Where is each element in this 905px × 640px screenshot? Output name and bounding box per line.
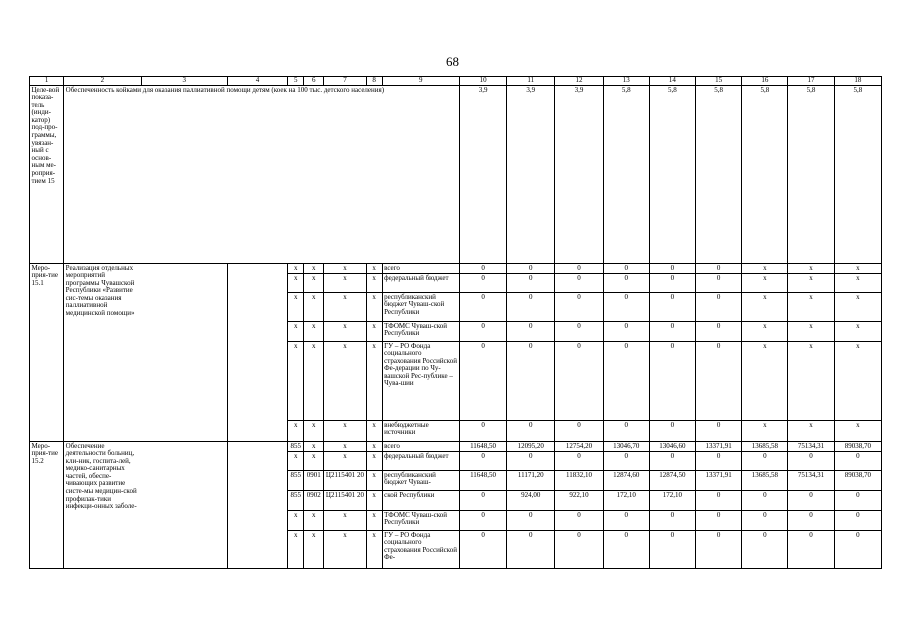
col-header: 10	[459, 77, 506, 86]
indicator-text: Обеспеченность койками для оказания паллиативной помощи детям (коек на 100 тыс. детского населения)	[64, 86, 460, 264]
code-cell: x	[304, 511, 324, 531]
value-cell: x	[742, 264, 788, 274]
code-cell: x	[366, 531, 382, 569]
col-header: 13	[603, 77, 649, 86]
value-cell: 0	[603, 274, 649, 293]
value-cell: 172,10	[649, 491, 695, 511]
measure-responsible	[141, 442, 227, 569]
code-cell: x	[288, 293, 304, 322]
value-cell: 0	[649, 322, 695, 342]
value-cell: 13685,58	[742, 442, 788, 452]
value-cell: 0	[649, 274, 695, 293]
col-header: 5	[288, 77, 304, 86]
value-cell: 0	[742, 452, 788, 471]
indicator-category: Целе-вой показа-тель (инди-катор) под-про-граммы, увязан-ный с основ-ным ме-роприя-тием 15	[30, 86, 64, 264]
value-cell: x	[834, 264, 881, 274]
value-cell: 11171,20	[507, 471, 555, 491]
col-header: 9	[382, 77, 459, 86]
code-cell: 0902	[304, 491, 324, 511]
value-cell: 13371,91	[696, 442, 742, 452]
funding-source: внебюджетные источники	[382, 421, 459, 442]
page-number: 68	[446, 54, 459, 69]
indicator-value: 5,8	[788, 86, 834, 264]
code-cell: x	[324, 511, 366, 531]
indicator-value: 5,8	[649, 86, 695, 264]
value-cell: 0	[788, 511, 834, 531]
value-cell: 0	[696, 264, 742, 274]
code-cell: x	[304, 531, 324, 569]
value-cell: 0	[507, 531, 555, 569]
code-cell: x	[324, 421, 366, 442]
code-cell: Ц2115401 20	[324, 471, 366, 491]
value-cell: 0	[603, 511, 649, 531]
value-cell: x	[834, 274, 881, 293]
funding-source: всего	[382, 264, 459, 274]
value-cell: x	[788, 274, 834, 293]
value-cell: 172,10	[603, 491, 649, 511]
code-cell: x	[288, 531, 304, 569]
funding-source: федеральный бюджет	[382, 274, 459, 293]
value-cell: x	[742, 342, 788, 421]
value-cell: 0	[507, 452, 555, 471]
code-cell: x	[324, 322, 366, 342]
value-cell: x	[742, 322, 788, 342]
code-cell: x	[288, 342, 304, 421]
code-cell: x	[366, 342, 382, 421]
value-cell: 0	[649, 421, 695, 442]
measure-responsible	[141, 264, 227, 442]
value-cell: 0	[459, 274, 506, 293]
col-header: 12	[555, 77, 603, 86]
col-header: 6	[304, 77, 324, 86]
value-cell: 0	[555, 322, 603, 342]
value-cell: 12874,60	[603, 471, 649, 491]
indicator-row	[30, 86, 882, 264]
indicator-value: 5,8	[603, 86, 649, 264]
code-cell: x	[304, 274, 324, 293]
value-cell: x	[788, 264, 834, 274]
value-cell: 0	[459, 264, 506, 274]
measure-title: Обеспечение деятельности больниц, кли-ник, госпита-лей, медико-санитарных частей, обеспе-чивающих развитие систе-мы медицин-ской профилак-тики инфекци-онных заболе-	[64, 442, 141, 569]
value-cell: 12095,20	[507, 442, 555, 452]
indicator-value: 5,8	[834, 86, 881, 264]
code-cell: x	[366, 442, 382, 452]
value-cell: 0	[603, 452, 649, 471]
code-cell: x	[324, 274, 366, 293]
code-cell: x	[366, 322, 382, 342]
value-cell: 11648,50	[459, 442, 506, 452]
indicator-value: 3,9	[555, 86, 603, 264]
value-cell: 0	[834, 452, 881, 471]
value-cell: 0	[603, 322, 649, 342]
code-cell: x	[324, 531, 366, 569]
code-cell: x	[304, 452, 324, 471]
value-cell: 0	[742, 491, 788, 511]
code-cell: x	[304, 264, 324, 274]
value-cell: 11832,10	[555, 471, 603, 491]
column-number-row	[30, 77, 882, 86]
code-cell: x	[304, 322, 324, 342]
program-table	[29, 76, 882, 569]
value-cell: 0	[555, 274, 603, 293]
code-cell: x	[288, 511, 304, 531]
value-cell: 0	[459, 491, 506, 511]
funding-source: республиканский бюджет Чуваш-ской Республики	[382, 293, 459, 322]
col-header: 3	[141, 77, 227, 86]
indicator-value: 5,8	[742, 86, 788, 264]
col-header: 15	[696, 77, 742, 86]
code-cell: 855	[288, 442, 304, 452]
code-cell: x	[366, 491, 382, 511]
value-cell: x	[788, 293, 834, 322]
col-header: 8	[366, 77, 382, 86]
value-cell: 0	[459, 511, 506, 531]
value-cell: 13046,70	[603, 442, 649, 452]
code-cell: 855	[288, 491, 304, 511]
value-cell: x	[788, 322, 834, 342]
value-cell: 0	[507, 511, 555, 531]
value-cell: 0	[507, 322, 555, 342]
measure-title: Реализация отдельных мероприятий программы Чувашской Республики «Развитие сис-темы оказания паллиативной медицинской помощи»	[64, 264, 141, 442]
value-cell: 75134,31	[788, 442, 834, 452]
code-cell: x	[288, 452, 304, 471]
value-cell: x	[834, 293, 881, 322]
value-cell: 89038,70	[834, 442, 881, 452]
funding-source: республиканский бюджет Чуваш-	[382, 471, 459, 491]
value-cell: 0	[459, 322, 506, 342]
value-cell: 0	[459, 531, 506, 569]
value-cell: 0	[696, 531, 742, 569]
measure-label: Меро-прия-тие 15.2	[30, 442, 64, 569]
value-cell: 0	[649, 452, 695, 471]
code-cell: x	[366, 274, 382, 293]
code-cell: x	[366, 264, 382, 274]
code-cell: x	[366, 421, 382, 442]
value-cell: 0	[459, 342, 506, 421]
code-cell: x	[366, 471, 382, 491]
value-cell: 0	[555, 293, 603, 322]
funding-source: федеральный бюджет	[382, 452, 459, 471]
code-cell: x	[366, 293, 382, 322]
value-cell: 0	[603, 264, 649, 274]
value-cell: x	[742, 421, 788, 442]
col-header: 16	[742, 77, 788, 86]
measure-participants	[227, 264, 287, 442]
funding-source: ской Республики	[382, 491, 459, 511]
code-cell: x	[324, 442, 366, 452]
value-cell: x	[834, 322, 881, 342]
value-cell: 12874,50	[649, 471, 695, 491]
code-cell: x	[324, 342, 366, 421]
value-cell: 0	[696, 421, 742, 442]
funding-source: ТФОМС Чуваш-ской Республики	[382, 322, 459, 342]
value-cell: 13371,91	[696, 471, 742, 491]
value-cell: 924,00	[507, 491, 555, 511]
col-header: 17	[788, 77, 834, 86]
value-cell: x	[788, 342, 834, 421]
value-cell: 13046,60	[649, 442, 695, 452]
code-cell: x	[288, 264, 304, 274]
value-cell: 0	[603, 531, 649, 569]
value-cell: 0	[507, 264, 555, 274]
value-cell: 0	[696, 452, 742, 471]
code-cell: x	[366, 511, 382, 531]
code-cell: x	[324, 293, 366, 322]
value-cell: 922,10	[555, 491, 603, 511]
value-cell: x	[788, 421, 834, 442]
funding-source: ГУ – РО Фонда социального страхования Российской Фе-дерации по Чу-вашской Рес-публике – Чува-шии	[382, 342, 459, 421]
value-cell: 0	[742, 531, 788, 569]
code-cell: x	[304, 293, 324, 322]
code-cell: x	[324, 452, 366, 471]
value-cell: 0	[555, 531, 603, 569]
code-cell: 0901	[304, 471, 324, 491]
value-cell: 0	[788, 491, 834, 511]
value-cell: 0	[555, 511, 603, 531]
value-cell: 0	[649, 264, 695, 274]
col-header: 14	[649, 77, 695, 86]
value-cell: 0	[788, 452, 834, 471]
value-cell: 0	[603, 421, 649, 442]
code-cell: x	[304, 342, 324, 421]
value-cell: 0	[555, 264, 603, 274]
measure-label: Меро-прия-тие 15.1	[30, 264, 64, 442]
value-cell: 0	[696, 511, 742, 531]
col-header: 1	[30, 77, 64, 86]
table-row	[30, 442, 882, 452]
value-cell: 0	[696, 293, 742, 322]
value-cell: 0	[555, 452, 603, 471]
value-cell: 0	[603, 342, 649, 421]
col-header: 7	[324, 77, 366, 86]
value-cell: 0	[649, 293, 695, 322]
value-cell: 0	[603, 293, 649, 322]
funding-source: ТФОМС Чуваш-ской Республики	[382, 511, 459, 531]
value-cell: 0	[696, 342, 742, 421]
value-cell: 0	[834, 531, 881, 569]
value-cell: 0	[555, 421, 603, 442]
value-cell: 0	[696, 274, 742, 293]
code-cell: x	[366, 452, 382, 471]
value-cell: 0	[507, 293, 555, 322]
col-header: 4	[227, 77, 287, 86]
code-cell: x	[304, 442, 324, 452]
value-cell: 0	[834, 491, 881, 511]
col-header: 11	[507, 77, 555, 86]
value-cell: 0	[507, 274, 555, 293]
value-cell: x	[834, 421, 881, 442]
value-cell: 0	[507, 421, 555, 442]
value-cell: 13685,58	[742, 471, 788, 491]
code-cell: Ц2115401 20	[324, 491, 366, 511]
value-cell: x	[742, 293, 788, 322]
code-cell: 855	[288, 471, 304, 491]
value-cell: 0	[507, 342, 555, 421]
code-cell: x	[288, 274, 304, 293]
value-cell: 12754,20	[555, 442, 603, 452]
funding-source: всего	[382, 442, 459, 452]
col-header: 18	[834, 77, 881, 86]
value-cell: 0	[788, 531, 834, 569]
value-cell: 0	[649, 342, 695, 421]
value-cell: 0	[742, 511, 788, 531]
indicator-value: 3,9	[459, 86, 506, 264]
code-cell: x	[304, 421, 324, 442]
measure-participants	[227, 442, 287, 569]
value-cell: 0	[459, 421, 506, 442]
code-cell: x	[288, 421, 304, 442]
value-cell: 0	[459, 293, 506, 322]
code-cell: x	[324, 264, 366, 274]
value-cell: 89038,70	[834, 471, 881, 491]
value-cell: 0	[649, 511, 695, 531]
table-row	[30, 264, 882, 274]
value-cell: 0	[834, 511, 881, 531]
col-header: 2	[64, 77, 141, 86]
value-cell: 75134,31	[788, 471, 834, 491]
value-cell: 11648,50	[459, 471, 506, 491]
code-cell: x	[288, 322, 304, 342]
value-cell: 0	[555, 342, 603, 421]
indicator-value: 3,9	[507, 86, 555, 264]
value-cell: 0	[459, 452, 506, 471]
value-cell: x	[742, 274, 788, 293]
funding-source: ГУ – РО Фонда социального страхования Российской Фе-	[382, 531, 459, 569]
indicator-value: 5,8	[696, 86, 742, 264]
value-cell: 0	[649, 531, 695, 569]
value-cell: x	[834, 342, 881, 421]
value-cell: 0	[696, 322, 742, 342]
value-cell: 0	[696, 491, 742, 511]
